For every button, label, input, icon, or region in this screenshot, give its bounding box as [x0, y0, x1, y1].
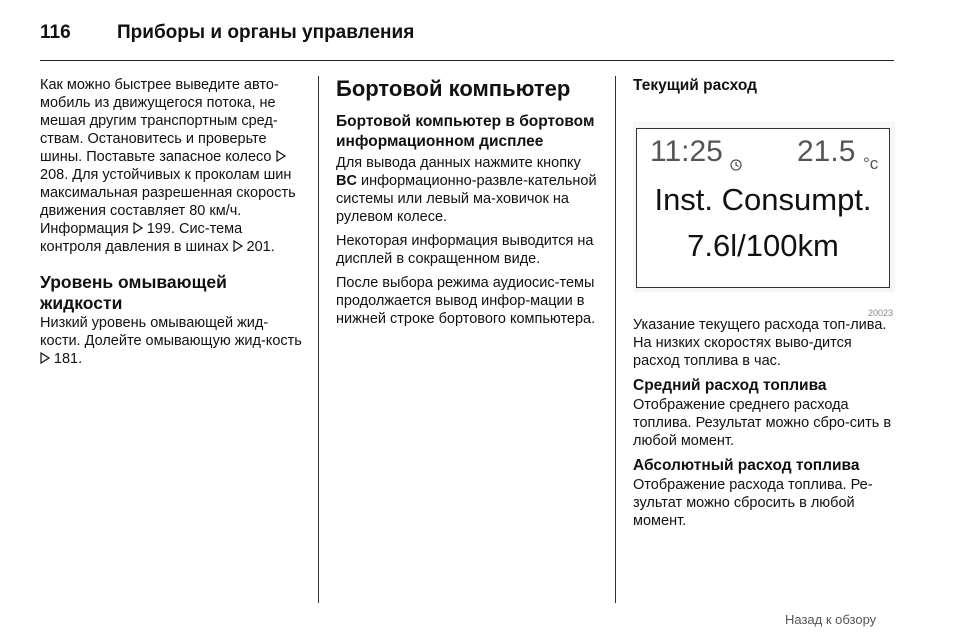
bc-button-paragraph: Для вывода данных нажмите кнопку BC информационно-развле-кательной системы или левый ма-ховичок на рулевом колесе.	[336, 155, 597, 225]
page-reference-icon	[233, 240, 244, 252]
column-left	[40, 76, 302, 374]
column-divider	[318, 76, 319, 603]
abbreviated-info-paragraph: Некоторая информация выводится на дисплей в сокращенном виде.	[336, 233, 594, 267]
page-ref-link[interactable]: 199	[146, 221, 171, 237]
info-display-screen	[636, 128, 890, 288]
chapter-title: Приборы и органы управления	[117, 22, 415, 43]
back-to-overview-link[interactable]: Назад к обзору	[785, 612, 877, 627]
display-temperature-unit: °c	[863, 154, 879, 173]
clock-icon	[730, 159, 742, 171]
average-consumption-paragraph: Отображение среднего расхода топлива. Результат можно сбро-сить в любой момент.	[633, 397, 892, 449]
washer-fluid-paragraph: Низкий уровень омывающей жид-кости. Долейте омывающую жид-кость 181.	[40, 315, 302, 367]
column-right	[633, 76, 895, 536]
display-illustration	[633, 102, 895, 316]
bc-button-label: BC	[336, 173, 357, 189]
display-consumption-value: 7.6l/100km	[687, 228, 839, 263]
section-title: Бортовой компьютер	[336, 76, 571, 101]
absolute-consumption-paragraph: Отображение расхода топлива. Ре-зультат можно сбросить в любой момент.	[633, 477, 873, 529]
absolute-consumption-heading: Абсолютный расход топлива	[633, 457, 860, 474]
page-number: 116	[40, 22, 71, 43]
page-ref-link[interactable]: 201	[246, 239, 271, 255]
tire-paragraph: Как можно быстрее выведите авто-мобиль из движущегося потока, не мешая другим транспортным сред-ствам. Остановитесь и проверьте шины. Поставьте запасное колесо 208. Для устойчивых к проколам шин максимальная разрешенная скорость движения составляет 80 км/ч. Информация 199. Сис-тема контроля давления в шинах 201.	[40, 77, 296, 255]
current-consumption-heading: Текущий расход	[633, 77, 757, 94]
washer-fluid-heading: Уровень омывающей жидкости	[40, 272, 227, 313]
display-temperature: 21.5	[797, 135, 856, 168]
average-consumption-heading: Средний расход топлива	[633, 377, 827, 394]
display-time: 11:25	[650, 135, 723, 168]
column-divider	[615, 76, 616, 603]
column-middle	[336, 76, 601, 334]
audio-mode-paragraph: После выбора режима аудиосис-темы продолжается вывод инфор-мации в нижней строке бортового компьютера.	[336, 275, 596, 327]
page-header	[40, 20, 894, 61]
display-mode-label: Inst. Consumpt.	[654, 182, 872, 217]
current-consumption-paragraph: Указание текущего расхода топ-лива. На низких скоростях выво-дится расход топлива в час.	[633, 317, 887, 369]
page-reference-icon	[133, 222, 144, 234]
page-reference-icon	[40, 352, 51, 364]
subsection-title: Бортовой компьютер в бортовом информационном дисплее	[336, 113, 595, 150]
page-ref-link[interactable]: 208	[40, 167, 65, 183]
image-code: 20023	[867, 308, 893, 318]
page-ref-link[interactable]: 181	[53, 351, 79, 367]
page-reference-icon	[276, 150, 287, 162]
